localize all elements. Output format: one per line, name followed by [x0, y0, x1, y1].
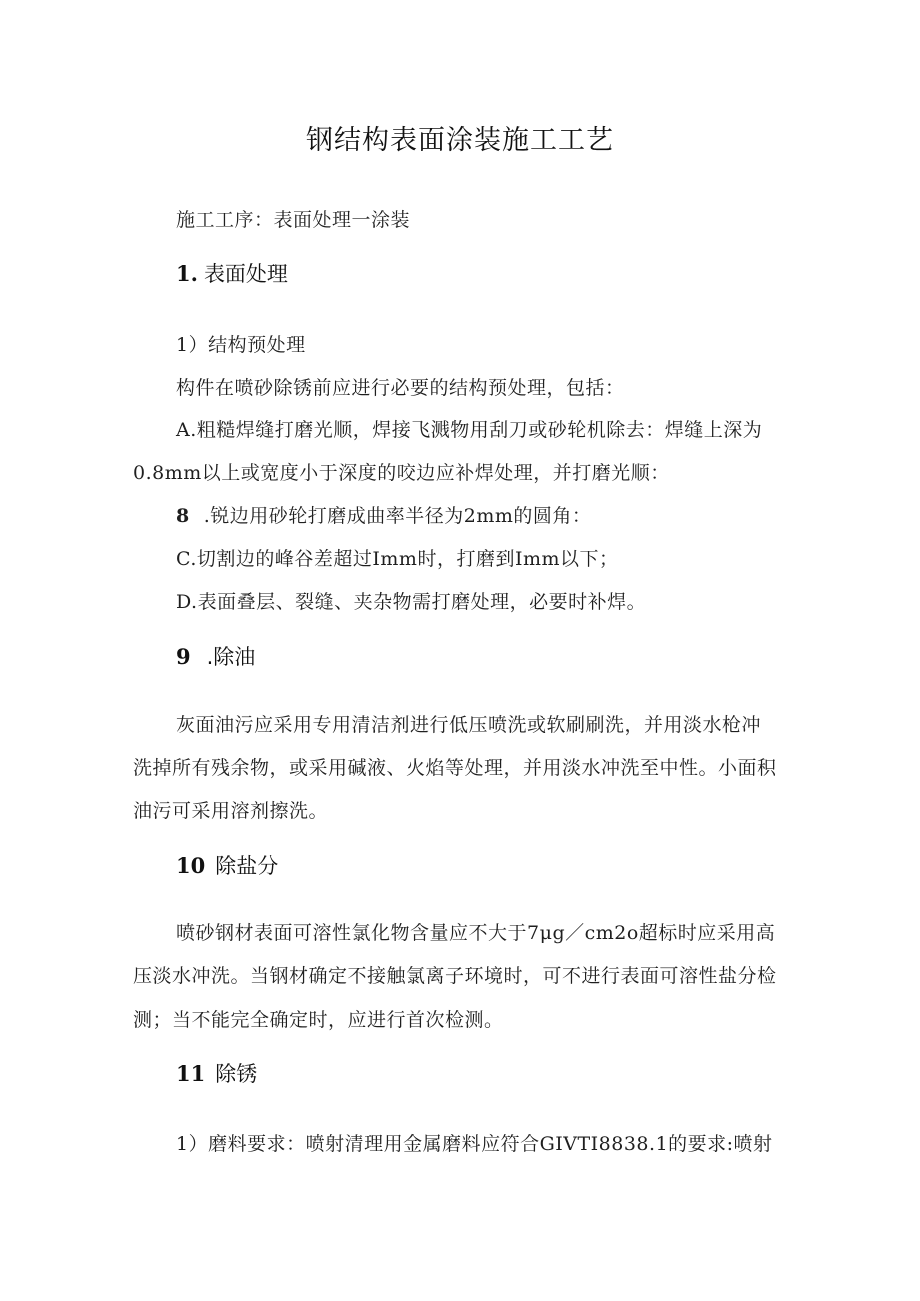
- section-heading-derusting: [176, 1058, 257, 1088]
- section-label: 表面处理: [203, 262, 288, 286]
- paragraph-line: 灰面油污应采用专用清洁剂进行低压喷洗或软刷刷洗，并用淡水枪冲: [176, 714, 762, 736]
- section-heading-degreasing: [176, 641, 255, 671]
- list-item-c: C.切割边的峰谷差超过Imm时，打磨到Imm以下；: [176, 548, 619, 570]
- list-item-text: .锐边用砂轮打磨成曲率半径为2mm的圆角：: [203, 505, 592, 527]
- paragraph-line: 构件在喷砂除锈前应进行必要的结构预处理，包括：: [176, 377, 625, 399]
- section-number: 11: [176, 1061, 206, 1086]
- paragraph-line: 测；当不能完全确定时，应进行首次检测。: [133, 1009, 504, 1031]
- paragraph-line: 0.8mm以上或宽度小于深度的咬边应补焊处理，并打磨光顺：: [133, 462, 670, 484]
- section-number: 10: [176, 853, 206, 878]
- list-item-d: D.表面叠层、裂缝、夹杂物需打磨处理，必要时补焊。: [176, 591, 647, 613]
- section-number: 1.: [176, 261, 198, 286]
- section-number: 9: [176, 644, 191, 669]
- section-label: .除油: [206, 645, 256, 669]
- section-heading-surface-treatment: [176, 258, 288, 288]
- paragraph-line: 1）磨料要求：喷射清理用金属磨料应符合GIVTI8838.1的要求:喷射: [176, 1133, 773, 1155]
- subsection-structural-pretreatment: 1）结构预处理: [176, 334, 306, 356]
- section-label: 除锈: [215, 1062, 258, 1086]
- document-title: 钢结构表面涂装施工工艺: [306, 125, 614, 156]
- paragraph-line: A.粗糙焊缝打磨光顺，焊接飞溅物用刮刀或砂轮机除去：焊缝上深为: [176, 419, 763, 441]
- process-line: 施工工序：表面处理一涂装: [176, 209, 411, 231]
- paragraph-line: 油污可采用溶剂擦洗。: [133, 800, 329, 822]
- list-item-number: 8: [176, 505, 190, 527]
- section-heading-desalting: [176, 850, 278, 880]
- section-label: 除盐分: [215, 854, 279, 878]
- paragraph-line: 压淡水冲洗。当钢材确定不接触氯离子环境时，可不进行表面可溶性盐分检: [133, 965, 777, 987]
- paragraph-line: 喷砂钢材表面可溶性氯化物含量应不大于7μg／cm2o超标时应采用高: [176, 922, 776, 944]
- paragraph-line: 洗掉所有残余物，或采用碱液、火焰等处理，并用淡水冲洗至中性。小面积: [133, 757, 777, 779]
- list-item-b: [176, 501, 591, 528]
